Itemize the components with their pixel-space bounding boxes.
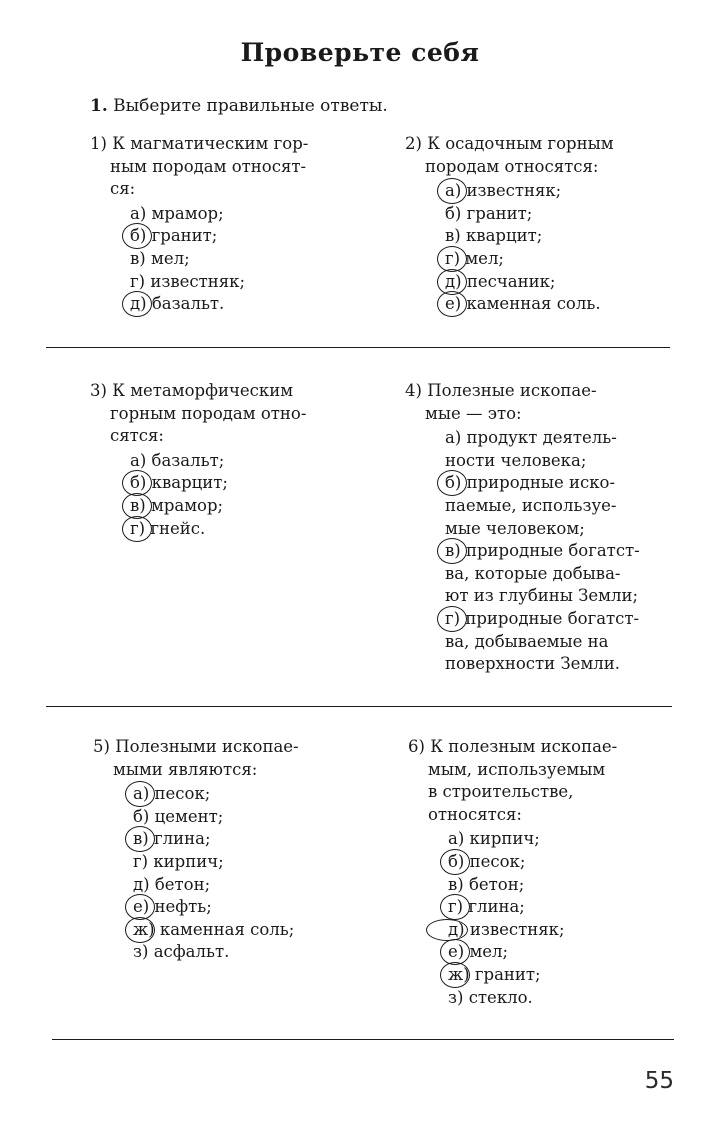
option-letter: в) — [130, 248, 146, 268]
option-text: гранит; — [466, 203, 533, 223]
answer-option[interactable] — [130, 225, 308, 248]
answer-option[interactable] — [448, 896, 617, 919]
question-5 — [93, 736, 299, 964]
option-letter-circled: д) — [445, 271, 462, 294]
question-number: 3) — [90, 381, 107, 400]
option-letter-circled: в) — [130, 495, 146, 518]
page-number: 55 — [644, 1068, 674, 1094]
option-text: каменная соль; — [159, 919, 295, 939]
answer-option[interactable] — [133, 806, 299, 829]
option-letter-circled: г) — [445, 608, 460, 631]
answer-option[interactable] — [130, 248, 308, 271]
option-letter-circled: в) — [133, 828, 149, 851]
options-list — [90, 450, 306, 540]
question-stem-line: сятся: — [110, 426, 164, 446]
option-text: мел; — [150, 248, 190, 268]
answer-option[interactable] — [448, 851, 617, 874]
option-text: глина; — [153, 829, 211, 849]
question-stem-line: горным породам отно- — [110, 403, 307, 423]
option-letter: а) — [448, 829, 465, 849]
question-stem-line: мым, используемым — [428, 759, 606, 779]
option-text: песок; — [469, 851, 526, 871]
answer-option[interactable] — [133, 828, 299, 851]
question-4 — [405, 380, 640, 676]
option-letter-circled: б) — [130, 472, 146, 495]
option-letter-circled: б) — [130, 225, 146, 248]
question-number: 5) — [93, 737, 110, 756]
options-list — [93, 783, 299, 964]
option-text: каменная соль. — [466, 294, 601, 314]
answer-option[interactable] — [133, 851, 299, 874]
option-text: известняк; — [150, 271, 246, 291]
options-list — [408, 828, 617, 1009]
question-stem-line: Полезными ископае- — [115, 737, 299, 756]
option-letter: а) — [445, 428, 462, 448]
question-stem-line: К метаморфическим — [112, 381, 294, 400]
question-3 — [90, 380, 306, 540]
question-stem-line: породам относятся: — [425, 156, 599, 176]
option-text: песчаник; — [466, 271, 556, 291]
answer-option[interactable] — [448, 919, 617, 942]
option-text: природные иско- — [466, 473, 616, 493]
question-stem-line: в строительстве, — [428, 782, 574, 802]
question-stem-line: ся: — [110, 179, 136, 199]
question-number: 4) — [405, 381, 422, 400]
question-1 — [90, 133, 308, 316]
answer-option[interactable] — [445, 472, 640, 495]
option-letter-circled: в) — [445, 540, 461, 563]
option-letter: в) — [448, 874, 464, 894]
task-text: Выберите правильные ответы. — [113, 96, 388, 116]
option-text: стекло. — [468, 987, 533, 1007]
question-stem-line: Полезные ископае- — [427, 381, 597, 400]
answer-option[interactable] — [130, 293, 308, 316]
option-text: нефть; — [154, 897, 212, 917]
option-text: гнейс. — [150, 518, 206, 538]
option-letter: в) — [445, 226, 461, 246]
option-text-continuation: мые человеком; — [445, 518, 585, 538]
option-text-continuation: ва, добываемые на — [445, 631, 609, 651]
question-number: 2) — [405, 134, 422, 153]
answer-option[interactable] — [448, 964, 617, 987]
option-text: известняк; — [466, 181, 562, 201]
answer-option[interactable] — [130, 518, 306, 541]
option-letter: б) — [133, 806, 150, 826]
option-text: бетон; — [468, 874, 525, 894]
option-letter-circled: е) — [448, 941, 464, 964]
divider-3 — [52, 1039, 674, 1040]
option-letter-circled: а) — [445, 180, 461, 203]
question-stem-line: ным породам относят- — [110, 156, 307, 176]
options-list — [405, 180, 614, 316]
option-text-continuation: ности человека; — [445, 450, 587, 470]
option-letter: д) — [133, 874, 150, 894]
option-text-continuation: паемые, используе- — [445, 495, 617, 515]
option-text: кирпич; — [153, 851, 224, 871]
answer-option[interactable] — [448, 941, 617, 964]
question-stem-line: К осадочным горным — [427, 134, 614, 153]
option-text: мрамор; — [151, 203, 224, 223]
answer-option[interactable] — [133, 783, 299, 806]
answer-option[interactable] — [130, 495, 306, 518]
option-text: асфальт. — [153, 942, 230, 962]
answer-option[interactable] — [445, 225, 614, 248]
option-text: бетон; — [154, 874, 211, 894]
page-title: Проверьте себя — [240, 38, 480, 67]
option-letter: а) — [130, 203, 147, 223]
options-list — [90, 203, 308, 316]
answer-option[interactable] — [445, 608, 640, 631]
option-letter: г) — [130, 271, 146, 291]
option-text: кварцит; — [151, 473, 228, 493]
answer-option[interactable] — [133, 874, 299, 897]
option-letter-circled: ж) — [448, 964, 470, 987]
option-text: песок; — [154, 784, 211, 804]
option-letter-circled: а) — [133, 783, 149, 806]
option-text: кварцит; — [465, 226, 543, 246]
option-letter: г) — [133, 851, 149, 871]
answer-option[interactable] — [445, 271, 614, 294]
question-number: 6) — [408, 737, 425, 756]
answer-option[interactable] — [445, 180, 614, 203]
option-letter-circled: б) — [445, 472, 461, 495]
option-letter-circled: д) — [130, 293, 147, 316]
answer-option[interactable] — [445, 248, 614, 271]
question-stem-line: мые — это: — [425, 403, 522, 423]
option-text: цемент; — [154, 806, 224, 826]
divider-1 — [46, 347, 670, 348]
option-letter-circled: б) — [448, 851, 464, 874]
answer-option[interactable] — [445, 540, 640, 563]
option-letter-circled: г) — [130, 518, 145, 541]
option-letter: а) — [130, 450, 147, 470]
answer-option[interactable] — [445, 203, 614, 226]
answer-option[interactable] — [133, 941, 299, 964]
option-letter-circled: ж) — [133, 919, 155, 942]
option-text-continuation: поверхности Земли. — [445, 654, 620, 674]
question-stem-line: К полезным ископае- — [430, 737, 618, 756]
option-text: кирпич; — [469, 829, 540, 849]
divider-2 — [46, 706, 672, 707]
question-stem-line: относятся: — [428, 804, 522, 824]
option-text: мел; — [465, 248, 504, 268]
option-text: базальт; — [151, 450, 225, 470]
question-number: 1) — [90, 134, 107, 153]
option-text: природные богатст- — [465, 541, 640, 561]
question-2 — [405, 133, 614, 316]
answer-option[interactable] — [445, 293, 614, 316]
answer-option[interactable] — [448, 828, 617, 851]
option-letter: з) — [133, 942, 149, 962]
option-letter-circled: д) — [448, 919, 465, 942]
option-text: глина; — [468, 897, 525, 917]
option-letter-circled: е) — [133, 896, 149, 919]
task-instruction — [90, 96, 388, 116]
option-text: известняк; — [469, 919, 565, 939]
answer-option[interactable] — [448, 874, 617, 897]
option-text-continuation: ва, которые добыва- — [445, 563, 621, 583]
option-letter: з) — [448, 987, 464, 1007]
option-text: гранит; — [474, 964, 541, 984]
option-letter-circled: г) — [448, 896, 463, 919]
option-text: базальт. — [151, 294, 225, 314]
answer-option[interactable] — [130, 472, 306, 495]
answer-option[interactable] — [130, 271, 308, 294]
answer-option[interactable] — [445, 427, 640, 450]
answer-option[interactable] — [448, 987, 617, 1010]
option-text: природные богатст- — [465, 608, 640, 628]
option-text: гранит; — [151, 226, 218, 246]
option-letter-circled: е) — [445, 293, 461, 316]
task-number: 1. — [90, 96, 108, 116]
answer-option[interactable] — [130, 450, 306, 473]
options-list — [405, 427, 640, 676]
option-letter: б) — [445, 203, 462, 223]
question-stem-line: К магматическим гор- — [112, 134, 309, 153]
answer-option[interactable] — [130, 203, 308, 226]
option-text: продукт деятель- — [466, 428, 617, 448]
answer-option[interactable] — [133, 896, 299, 919]
option-letter-circled: г) — [445, 248, 460, 271]
option-text-continuation: ют из глубины Земли; — [445, 586, 639, 606]
option-text: мрамор; — [150, 495, 224, 515]
question-stem-line: мыми являются: — [113, 759, 258, 779]
answer-option[interactable] — [133, 919, 299, 942]
option-text: мел; — [469, 942, 509, 962]
question-6 — [408, 736, 617, 1009]
